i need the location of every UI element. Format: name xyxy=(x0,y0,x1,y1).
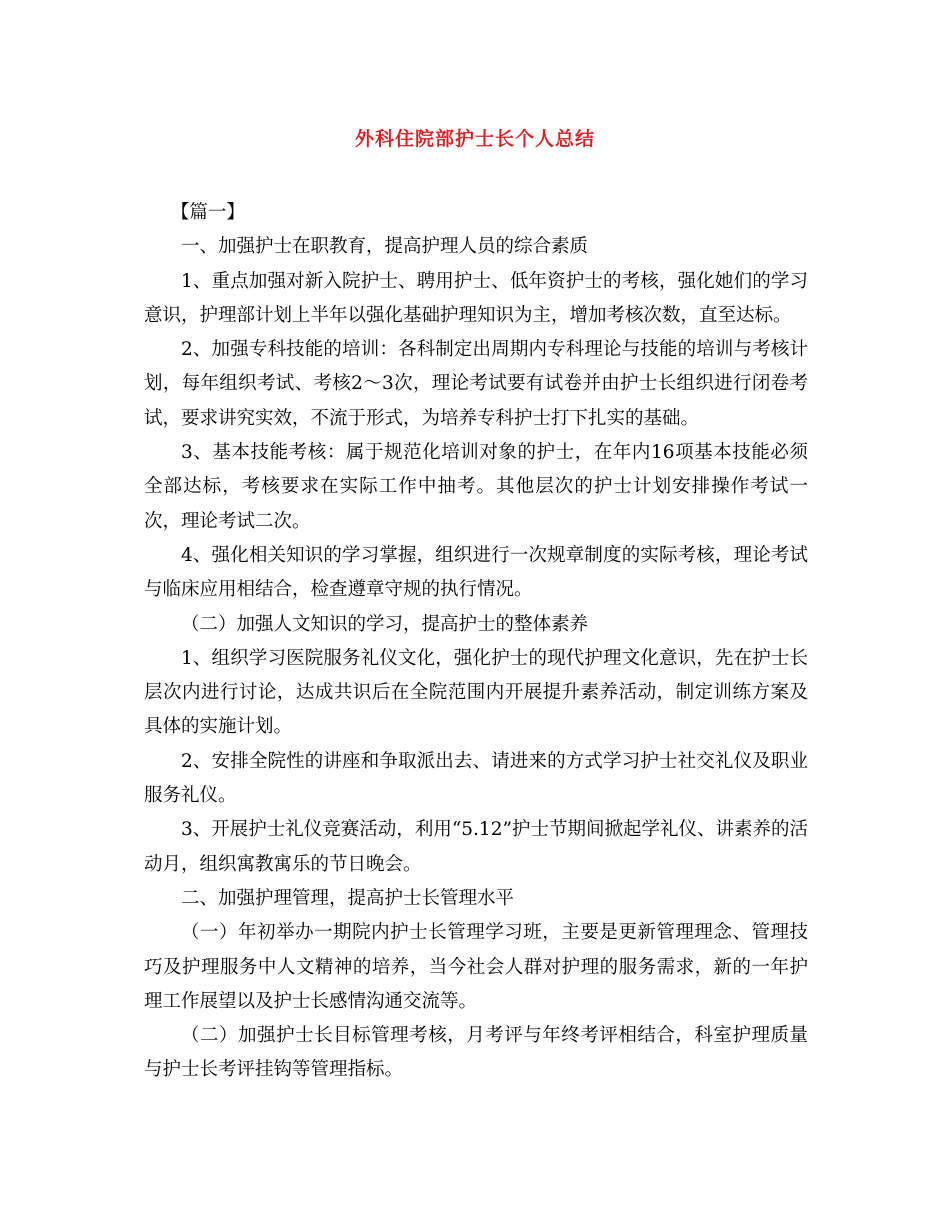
paragraph: （二）加强护士长目标管理考核，月考评与年终考评相结合，科室护理质量与护士长考评挂钩等管理指标。 xyxy=(144,1025,808,1081)
paragraph: 1、重点加强对新入院护士、聘用护士、低年资护士的考核，强化她们的学习意识，护理部计划上半年以强化基础护理知识为主，增加考核次数，直至达标。 xyxy=(144,270,808,326)
section-heading: 一、加强护士在职教育，提高护理人员的综合素质 xyxy=(181,236,589,258)
section-heading: 二、加强护理管理，提高护士长管理水平 xyxy=(181,887,515,909)
paragraph: （一）年初举办一期院内护士长管理学习班，主要是更新管理理念、管理技巧及护理服务中人文精神的培养，当今社会人群对护理的服务需求，新的一年护理工作展望以及护士长感情沟通交流等。 xyxy=(144,922,808,1012)
paragraph: 3、开展护士礼仪竞赛活动，利用“5.12”护士节期间掀起学礼仪、讲素养的活动月，组织寓教寓乐的节日晚会。 xyxy=(144,819,808,875)
paragraph: 4、强化相关知识的学习掌握，组织进行一次规章制度的实际考核，理论考试与临床应用相结合，检查遵章守规的执行情况。 xyxy=(144,544,808,601)
paragraph: 1、组织学习医院服务礼仪文化，强化护士的现代护理文化意识，先在护士长层次内进行讨论，达成共识后在全院范围内开展提升素养活动，制定训练方案及具体的实施计划。 xyxy=(144,647,808,738)
subsection-heading: （二）加强人文知识的学习，提高护士的整体素养 xyxy=(181,613,589,635)
document-body xyxy=(144,196,808,1088)
document-title: 外科住院部护士长个人总结 xyxy=(354,128,595,150)
paragraph: 2、加强专科技能的培训：各科制定出周期内专科理论与技能的培训与考核计划，每年组织考试、考核2～3次，理论考试要有试卷并由护士长组织进行闭卷考试，要求讲究实效，不流于形式，为培养专科护士打下扎实的基础。 xyxy=(144,339,808,429)
paragraph: 2、安排全院性的讲座和争取派出去、请进来的方式学习护士社交礼仪及职业服务礼仪。 xyxy=(144,750,808,807)
paragraph: 3、基本技能考核：属于规范化培训对象的护士，在年内16项基本技能必须全部达标，考核要求在实际工作中抽考。其他层次的护士计划安排操作考试一次，理论考试二次。 xyxy=(144,442,808,532)
section-tag: 【篇一】 xyxy=(170,202,245,223)
